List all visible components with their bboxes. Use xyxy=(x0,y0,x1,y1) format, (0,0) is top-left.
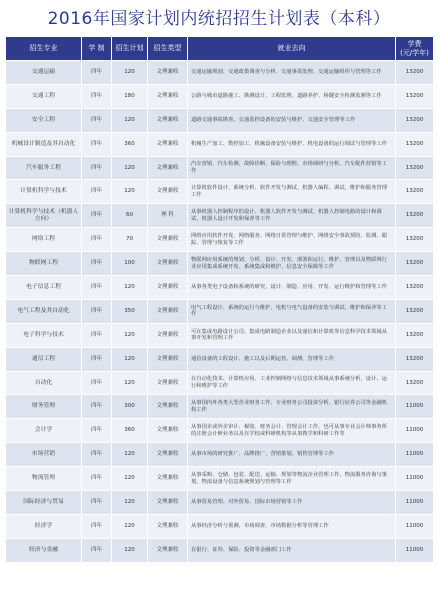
cell-duration: 四年 xyxy=(82,228,112,252)
cell-duration: 四年 xyxy=(82,252,112,276)
cell-direction: 汽车营销、汽车检测、故障诊断、保险与理赔、市场调研与分析、汽车配件营销等工作 xyxy=(188,156,396,180)
table-header xyxy=(6,37,434,61)
cell-category: 文理兼收 xyxy=(148,443,188,467)
cell-plan: 120 xyxy=(112,61,148,85)
table-body xyxy=(6,61,434,563)
cell-major: 计算机科学与技术（机器人方向） xyxy=(6,204,82,228)
cell-duration: 四年 xyxy=(82,180,112,204)
table-row xyxy=(6,371,434,395)
cell-category: 文理兼收 xyxy=(148,228,188,252)
cell-duration: 四年 xyxy=(82,395,112,419)
cell-plan: 120 xyxy=(112,491,148,515)
header-fee-line2: (元/学年) xyxy=(400,48,429,57)
cell-duration: 四年 xyxy=(82,299,112,323)
cell-plan: 120 xyxy=(112,514,148,538)
cell-category: 文理兼收 xyxy=(148,156,188,180)
cell-direction: 在自动化技术、计算机应用、工业控制网络与信息技术领域从事系统分析、设计、运行和维护等工作 xyxy=(188,371,396,395)
table-row xyxy=(6,395,434,419)
cell-duration: 四年 xyxy=(82,84,112,108)
cell-fee: 13200 xyxy=(396,276,434,300)
cell-direction: 计算机软件设计、系统分析、软件开发与测试、机器人编程、调试、维护和服务管理工作 xyxy=(188,180,396,204)
cell-category: 文理兼收 xyxy=(148,108,188,132)
cell-category: 文理兼收 xyxy=(148,538,188,562)
table-row xyxy=(6,323,434,347)
cell-direction: 从事机器人控制程序的设计、机器人软件开发与测试、机器人控制电路的设计和调试、机器人设计开发和保养等工作 xyxy=(188,204,396,228)
cell-plan: 180 xyxy=(112,84,148,108)
cell-plan: 120 xyxy=(112,538,148,562)
cell-fee: 13200 xyxy=(396,252,434,276)
cell-major: 网络工程 xyxy=(6,228,82,252)
cell-fee: 11000 xyxy=(396,514,434,538)
cell-direction: 从事采购、仓储、包装、配送、运输、规划等物流企业管理工作，物流服务咨询与策划，物流设备与信息系统规划与管理等工作 xyxy=(188,467,396,491)
cell-fee: 11000 xyxy=(396,395,434,419)
cell-plan: 360 xyxy=(112,419,148,443)
cell-category: 文理兼收 xyxy=(148,371,188,395)
cell-major: 计算机科学与技术 xyxy=(6,180,82,204)
cell-direction: 从事国内外各类大型企业财务工作、专业财务公司投资分析、银行证券公司等金融机构工作 xyxy=(188,395,396,419)
cell-major: 电子信息工程 xyxy=(6,276,82,300)
table-row xyxy=(6,252,434,276)
cell-major: 经济学 xyxy=(6,514,82,538)
table-row xyxy=(6,514,434,538)
cell-direction: 电气工程设计、系统的运行与维护、电机与电气设备的安装与调试、维护和保养等工作 xyxy=(188,299,396,323)
header-fee xyxy=(396,37,434,61)
table-row xyxy=(6,538,434,562)
table-row xyxy=(6,132,434,156)
cell-plan: 70 xyxy=(112,228,148,252)
cell-category: 文理兼收 xyxy=(148,395,188,419)
table-row xyxy=(6,108,434,132)
cell-category: 文理兼收 xyxy=(148,132,188,156)
cell-direction: 从事市场的研究推广、品牌推广、营销策划、销售管理等工作 xyxy=(188,443,396,467)
cell-major: 物联网工程 xyxy=(6,252,82,276)
cell-fee: 13200 xyxy=(396,323,434,347)
cell-direction: 从事各类电子设备和系统的研究、设计、制造、应用、开发、运行维护和管理等工作 xyxy=(188,276,396,300)
cell-direction: 机械生产加工、数控加工、机械设备安装与维护、机电设备的运行调试与管理等工作 xyxy=(188,132,396,156)
cell-major: 自动化 xyxy=(6,371,82,395)
cell-direction: 通信设备的工程设计、施工以及后期运营、调测、管理等工作 xyxy=(188,347,396,371)
cell-major: 财务管理 xyxy=(6,395,82,419)
cell-plan: 360 xyxy=(112,132,148,156)
cell-direction: 可在集成电路设计公司、集成电路制造企业以及通信和计算机等信息科学技术领域从事开发和管理工作 xyxy=(188,323,396,347)
cell-duration: 四年 xyxy=(82,276,112,300)
cell-plan: 300 xyxy=(112,395,148,419)
table-row xyxy=(6,347,434,371)
header-category: 招生类型 xyxy=(148,37,188,61)
cell-major: 安全工程 xyxy=(6,108,82,132)
table-row xyxy=(6,204,434,228)
cell-category: 文理兼收 xyxy=(148,467,188,491)
cell-duration: 四年 xyxy=(82,61,112,85)
cell-direction: 从事贸易管理、对外贸易、国际市场营销等工作 xyxy=(188,491,396,515)
cell-fee: 13200 xyxy=(396,228,434,252)
cell-duration: 四年 xyxy=(82,467,112,491)
table-row xyxy=(6,228,434,252)
cell-plan: 120 xyxy=(112,156,148,180)
cell-fee: 11000 xyxy=(396,419,434,443)
cell-major: 国际经济与贸易 xyxy=(6,491,82,515)
cell-direction: 网络应用软件开发、网络服务、网络日常管理与维护、网络安全事故预防、监测、跟踪、管理与恢复等工作 xyxy=(188,228,396,252)
cell-direction: 从事经济分析与预测、市场调查、市场数据分析等管理工作 xyxy=(188,514,396,538)
cell-plan: 120 xyxy=(112,180,148,204)
cell-major: 机械设计制造及其自动化 xyxy=(6,132,82,156)
cell-duration: 四年 xyxy=(82,419,112,443)
cell-duration: 四年 xyxy=(82,371,112,395)
cell-fee: 13200 xyxy=(396,84,434,108)
header-plan: 招生计划 xyxy=(112,37,148,61)
table-row xyxy=(6,156,434,180)
table-row xyxy=(6,276,434,300)
table-row xyxy=(6,467,434,491)
header-fee-line1: 学费 xyxy=(407,39,422,48)
cell-category: 文理兼收 xyxy=(148,491,188,515)
cell-duration: 四年 xyxy=(82,132,112,156)
header-major: 招生专业 xyxy=(6,37,82,61)
cell-duration: 四年 xyxy=(82,514,112,538)
cell-fee: 13200 xyxy=(396,108,434,132)
table-row xyxy=(6,299,434,323)
cell-major: 通信工程 xyxy=(6,347,82,371)
cell-major: 交通运输 xyxy=(6,61,82,85)
cell-major: 经济与金融 xyxy=(6,538,82,562)
cell-duration: 四年 xyxy=(82,204,112,228)
cell-fee: 13200 xyxy=(396,156,434,180)
header-duration: 学 制 xyxy=(82,37,112,61)
cell-fee: 11000 xyxy=(396,491,434,515)
cell-plan: 60 xyxy=(112,204,148,228)
cell-duration: 四年 xyxy=(82,323,112,347)
table-row xyxy=(6,443,434,467)
cell-plan: 120 xyxy=(112,347,148,371)
page-title: 2016年国家计划内统招招生计划表（本科） xyxy=(47,9,391,29)
cell-duration: 四年 xyxy=(82,347,112,371)
cell-direction: 在银行、证券、保险、投资等金融部门工作 xyxy=(188,538,396,562)
cell-fee: 11000 xyxy=(396,467,434,491)
cell-category: 文理兼收 xyxy=(148,347,188,371)
cell-category: 文理兼收 xyxy=(148,180,188,204)
admission-plan-table xyxy=(5,36,434,563)
cell-category: 文理兼收 xyxy=(148,323,188,347)
cell-fee: 13200 xyxy=(396,132,434,156)
cell-plan: 120 xyxy=(112,276,148,300)
cell-major: 会计学 xyxy=(6,419,82,443)
cell-major: 物流管理 xyxy=(6,467,82,491)
cell-plan: 120 xyxy=(112,443,148,467)
table-row xyxy=(6,419,434,443)
cell-fee: 13200 xyxy=(396,61,434,85)
cell-major: 市场营销 xyxy=(6,443,82,467)
cell-duration: 四年 xyxy=(82,443,112,467)
cell-fee: 13200 xyxy=(396,347,434,371)
cell-fee: 11000 xyxy=(396,443,434,467)
cell-duration: 四年 xyxy=(82,108,112,132)
cell-direction: 交通运输规划、交通政策调查与分析、交通事故处理、交通运输组织与管理等工作 xyxy=(188,61,396,85)
header-direction: 就业去向 xyxy=(188,37,396,61)
cell-category: 文理兼收 xyxy=(148,299,188,323)
cell-plan: 120 xyxy=(112,467,148,491)
cell-plan: 120 xyxy=(112,108,148,132)
cell-major: 汽车服务工程 xyxy=(6,156,82,180)
table-row xyxy=(6,180,434,204)
cell-duration: 四年 xyxy=(82,491,112,515)
cell-category: 文理兼收 xyxy=(148,252,188,276)
cell-fee: 13200 xyxy=(396,180,434,204)
cell-direction: 公路与城市道路施工、勘测设计、工程监理、道路养护、桥隧安全检测监测等工作 xyxy=(188,84,396,108)
table-row xyxy=(6,491,434,515)
table-row xyxy=(6,61,434,85)
cell-category: 文理兼收 xyxy=(148,276,188,300)
cell-fee: 13200 xyxy=(396,204,434,228)
cell-direction: 物联网应用系统的规划、分析、设计、开发、部署和运行、维护、管理以及物联网行业应用集成系统开发、系统集成和维护、信息安全保障等工作 xyxy=(188,252,396,276)
cell-plan: 120 xyxy=(112,371,148,395)
cell-major: 电子科学与技术 xyxy=(6,323,82,347)
cell-fee: 13200 xyxy=(396,299,434,323)
cell-fee: 13200 xyxy=(396,371,434,395)
cell-direction: 道路交通事故勘查、交通监控设备的安装与维护、交通安全管理等工作 xyxy=(188,108,396,132)
cell-duration: 四年 xyxy=(82,156,112,180)
cell-plan: 120 xyxy=(112,323,148,347)
cell-category: 文理兼收 xyxy=(148,61,188,85)
cell-category: 文理兼收 xyxy=(148,419,188,443)
cell-major: 电气工程及其自动化 xyxy=(6,299,82,323)
cell-fee: 11000 xyxy=(396,538,434,562)
cell-plan: 100 xyxy=(112,252,148,276)
cell-major: 交通工程 xyxy=(6,84,82,108)
cell-direction: 从事国企或外企审计、税收、财务会计、管理会计工作，也可从事专业会计师事务所的注册会计师业务以及在学校或科研机构等从事教学和科研工作等 xyxy=(188,419,396,443)
header-row xyxy=(6,37,434,61)
cell-duration: 四年 xyxy=(82,538,112,562)
cell-category: 文理兼收 xyxy=(148,514,188,538)
cell-category: 文理兼收 xyxy=(148,84,188,108)
cell-plan: 350 xyxy=(112,299,148,323)
table-row xyxy=(6,84,434,108)
cell-category: 理 科 xyxy=(148,204,188,228)
